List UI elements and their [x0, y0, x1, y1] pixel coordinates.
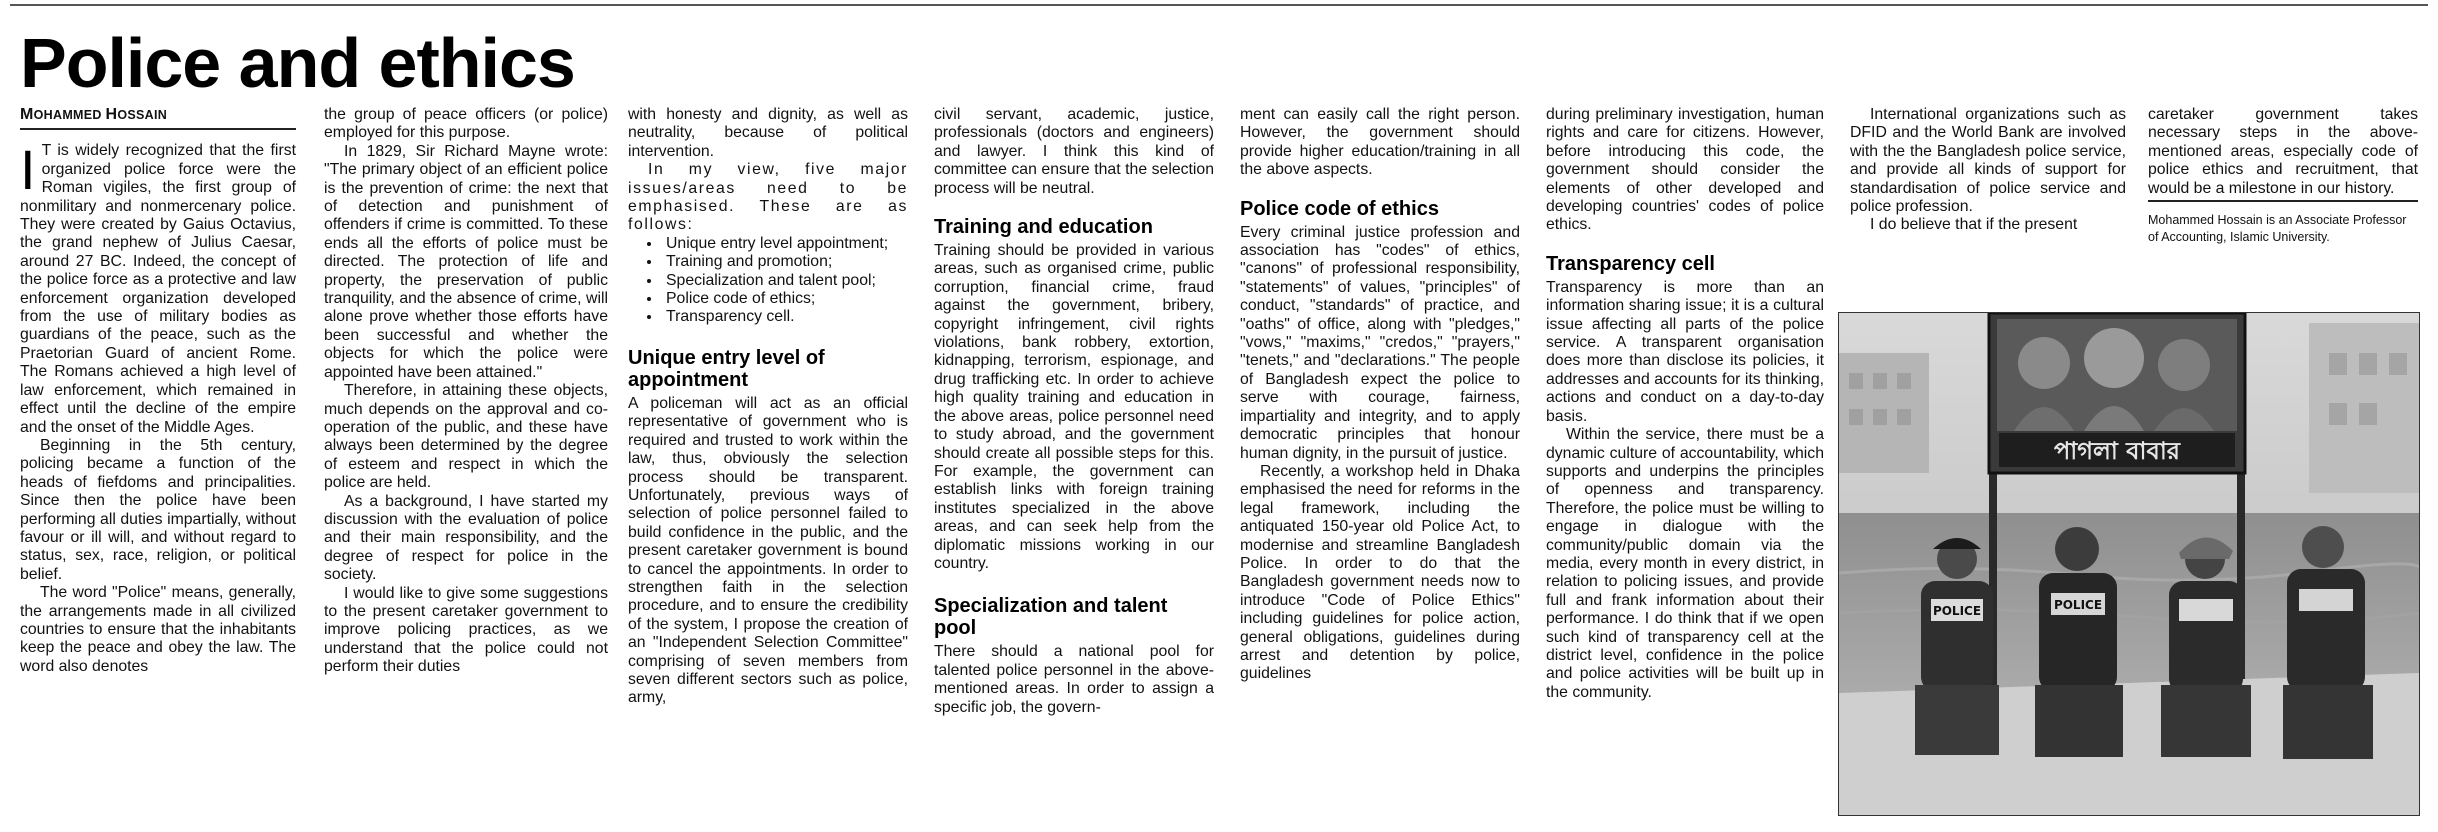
list-item: • Police code of ethics; [662, 290, 908, 308]
subheading-transparency: Transparency cell [1546, 252, 1715, 275]
column-2 [324, 106, 608, 677]
paragraph: with honesty and dignity, as well as neutrality, because of political intervention. [628, 106, 908, 160]
column-7 [1850, 106, 2126, 235]
paragraph: The word "Police" means, generally, the arrangements made in all civilized countries to ensure that the inhabitants keep the peace and obey the law. The word also denotes [20, 584, 296, 675]
column-1 [20, 106, 296, 676]
subheading-unique-entry: Unique entry level of appointment [628, 346, 825, 391]
list-item: • Specialization and talent pool; [662, 272, 908, 290]
list-item: • Unique entry level appointment; [662, 235, 908, 253]
paragraph: A policeman will act as an official representative of government who is required and trusted to work within the law, thus, obviously the selection process should be transparent. Unfortunately, previous ways of selection of police personnel failed to build confidence in the public, and the present caretaker government is bound to cancel the appointments. In order to strengthen faith in the selection procedure, and to ensure the credibility of the system, I propose the creation of an "Independent Selection Committee" comprising of seven members from seven different sectors such as police, army, [628, 394, 908, 707]
byline-last-initial: H [105, 106, 118, 123]
photo-illustration [1839, 313, 2419, 815]
paragraph: the group of peace officers (or police) employed for this purpose. [324, 106, 608, 142]
news-photo [1838, 312, 2420, 816]
column-6 [1546, 106, 1824, 702]
column-4 [934, 106, 1214, 717]
paragraph: civil servant, academic, justice, professionals (doctors and engineers) and lawyer. I think this kind of committee can ensure that the selection process will be neutral. [934, 106, 1214, 197]
subheading-specialization: Specialization and talent pool [934, 595, 1168, 640]
paragraph: I do believe that if the present [1870, 216, 2078, 234]
paragraph: There should a national pool for talented police personnel in the above-mentioned areas. In order to assign a specific job, the govern- [934, 643, 1214, 716]
issues-list [628, 235, 908, 327]
paragraph: In my view, five major issues/areas need to be emphasised. These are as follows: [628, 161, 908, 234]
author-note: Mohammed Hossain is an Associate Professor of Accounting, Islamic University. [2148, 213, 2407, 245]
paragraph: Therefore, in attaining these objects, much depends on the approval and co-operation of the public, and these have always been determined by the degree of esteem and respect in which the police are held. [324, 382, 608, 492]
paragraph: Every criminal justice profession and association has "codes" of ethics, "canons" of professional responsibility, "statements" of values, "principles" of conduct, "standards" of practice, and "oaths" of office, along with "pledges," "vows," "maxims," "credos," "prayers," "tenets," and "declarations." The people of Bangladesh expect the police to serve with courage, fairness, impartiality and integrity, and to apply democratic principles that honour human dignity, in the pursuit of justice. [1240, 223, 1520, 462]
paragraph: during preliminary investigation, human rights and care for citizens. However, before introducing this code, the government should consider the elements of other developed and developing countries' codes of police ethics. [1546, 106, 1824, 234]
vest-label: POLICE [1932, 604, 1982, 618]
paragraph-text: T is widely recognized that the first organized police force were the Roman vigiles, the first group of nonmilitary and nonmercenary police. They were created by Gaius Octavius, the grand nephew of Julius Caesar, around 27 BC. Indeed, the concept of the police force as a protective and law enforcement organization developed from the use of military bodies as guardians of the peace, such as the Praetorian Guard of ancient Rome. The Romans achieved a high level of law enforcement, which remained in effect until the decline of the empire and the onset of the Middle Ages. [20, 142, 296, 436]
paragraph [20, 138, 296, 437]
column-3 [628, 106, 908, 708]
paragraph: In 1829, Sir Richard Mayne wrote: "The primary object of an efficient police is the prevention of crime: the next that of detection and punishment of offenders if crime is committed. To these ends all the efforts of police must be directed. The protection of life and property, the preservation of public tranquility, and the absence of crime, will alone prove whether those efforts have been successful and whether the objects for which the police were appointed have been attained." [324, 142, 608, 381]
end-rule [2148, 200, 2418, 202]
headline: Police and ethics [20, 24, 575, 102]
top-rule [10, 4, 2428, 6]
column-5 [1240, 106, 1520, 684]
byline-initial: M [20, 106, 34, 123]
paragraph: ment can easily call the right person. However, the government should provide higher education/training in all the above aspects. [1240, 106, 1520, 179]
banner-text: পাগলা বাবার [2053, 437, 2181, 465]
paragraph: International organizations such as DFID and the World Bank are involved with the the Bangladesh police service, and provide all kinds of support for standardisation of police service and police profession. [1850, 106, 2126, 216]
paragraph: Recently, a workshop held in Dhaka emphasised the need for reforms in the legal framework, including the antiquated 150-year old Police Act, to modernise and streamline Bangladesh Police. In order to do that the Bangladesh government needs now to introduce "Code of Police Ethics" including guidelines for police action, general obligations, guidelines during arrest and detention by police, guidelines [1240, 462, 1520, 683]
paragraph: I would like to give some suggestions to the present caretaker government to improve policing practices, as we understand that the police could not perform their duties [324, 584, 608, 676]
byline [20, 106, 296, 130]
paragraph: Beginning in the 5th century, policing became a function of the heads of fiefdoms and principalities. Since then the police have been performing all duties impartially, without favour or ill will, and without regard to status, sex, race, religion, or political belief. [20, 436, 296, 583]
paragraph: As a background, I have started my discussion with the evaluation of police and their main responsibility, and the degree of respect for police in the society. [324, 492, 608, 584]
drop-cap: I [20, 138, 36, 202]
paragraph: Training should be provided in various areas, such as organised crime, public corruption, financial crime, fraud against the government, bribery, copyright infringement, civil rights violations, bank robbery, extortion, kidnapping, terrorism, espionage, and drug trafficking etc. In order to achieve high quality training and education in the above areas, police personnel need to study abroad, and the government should create all possible steps for this. For example, the government can establish links with foreign training institutes specialized in the above areas, and can seek help from the diplomatic missions working in our country. [934, 242, 1214, 572]
byline-last-name: OSSAIN [117, 108, 168, 122]
paragraph [2148, 106, 2418, 198]
vest-label: POLICE [2053, 598, 2103, 612]
paragraph-text: caretaker government takes necessary steps in the above-mentioned areas, especially code of police ethics and recruitment, that would [2148, 106, 2418, 197]
paragraph-text-end: be a milestone in our history. [2193, 179, 2395, 197]
paragraph: Transparency is more than an information sharing issue; it is a cultural issue affecting all parts of the police service. A transparent organisation does more than disclose its policies, it addresses and accounts for its thinking, actions and conduct on a day-to-day basis. [1546, 278, 1824, 425]
list-item: • Training and promotion; [662, 253, 908, 271]
subheading-training: Training and education [934, 216, 1153, 239]
column-8 [2148, 106, 2418, 246]
byline-first-name: OHAMMED [33, 108, 106, 122]
list-item: • Transparency cell. [662, 308, 908, 326]
subheading-code-of-ethics: Police code of ethics [1240, 197, 1439, 220]
paragraph: Within the service, there must be a dynamic culture of accountability, which supports and underpins the principles of openness and transparency. Therefore, the police must be willing to engage in dialogue with the community/public domain via the media, every month in every district, in relation to policing issues, and provide full and frank information about their performance. I do think that if we open such kind of transparency cell at the district level, confidence in the police and police activities will be built up in the community. [1546, 426, 1824, 701]
